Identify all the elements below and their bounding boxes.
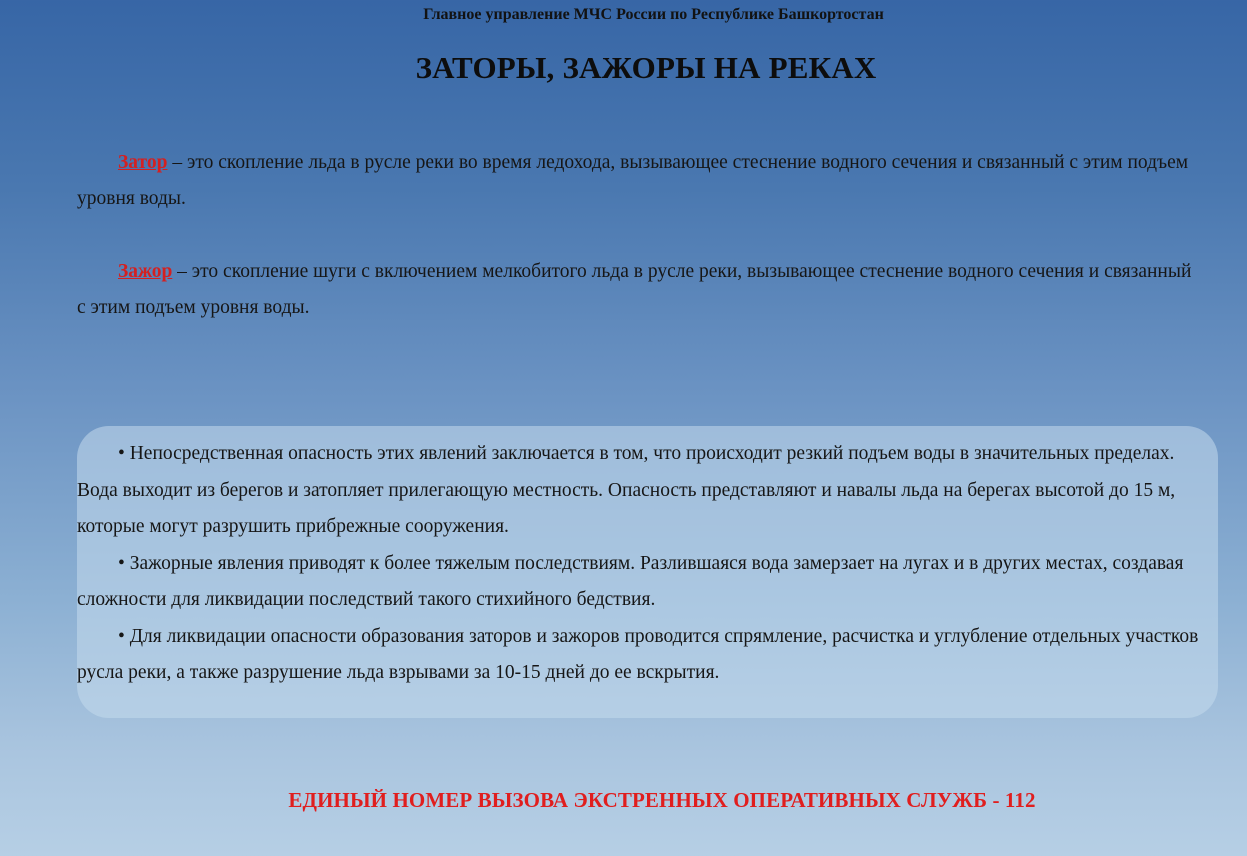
definition-zator — [77, 145, 1202, 217]
emergency-number-banner: ЕДИНЫЙ НОМЕР ВЫЗОВА ЭКСТРЕННЫХ ОПЕРАТИВНЫХ СЛУЖБ - 112 — [288, 788, 1036, 812]
definition-zazhor-text: – это скопление шуги с включением мелкобитого льда в русле реки, вызывающее стеснение водного сечения и связанный с этим подъем уровня воды. — [77, 261, 1192, 318]
bullet-item-prevention: • Для ликвидации опасности образования заторов и зажоров проводится спрямление, расчистка и углубление отдельных участков русла реки, а также разрушение льда взрывами за 10-15 дней до ее вскрытия. — [77, 625, 1199, 683]
definition-zazhor — [77, 254, 1202, 326]
bullet-item-consequences: • Зажорные явления приводят к более тяжелым последствиям. Разлившаяся вода замерзает на лугах и в других местах, создавая сложности для ликвидации последствий такого стихийного бедствия. — [77, 552, 1184, 610]
term-zator: Затор — [118, 152, 168, 173]
term-zazhor: Зажор — [118, 261, 173, 282]
definition-zator-text: – это скопление льда в русле реки во время ледохода, вызывающее стеснение водного сечения и связанный с этим подъем уровня воды. — [77, 152, 1189, 209]
organization-name: Главное управление МЧС России по Республике Башкортостан — [423, 6, 884, 23]
bullet-item-danger: • Непосредственная опасность этих явлений заключается в том, что происходит резкий подъем воды в значительных пределах. Вода выходит из берегов и затопляет прилегающую местность. Опасность представляют и навалы льда на берегах высотой до 15 м, которые могут разрушить прибрежные сооружения. — [77, 443, 1176, 537]
bullet-list — [77, 436, 1205, 692]
page-title: ЗАТОРЫ, ЗАЖОРЫ НА РЕКАХ — [415, 50, 877, 85]
